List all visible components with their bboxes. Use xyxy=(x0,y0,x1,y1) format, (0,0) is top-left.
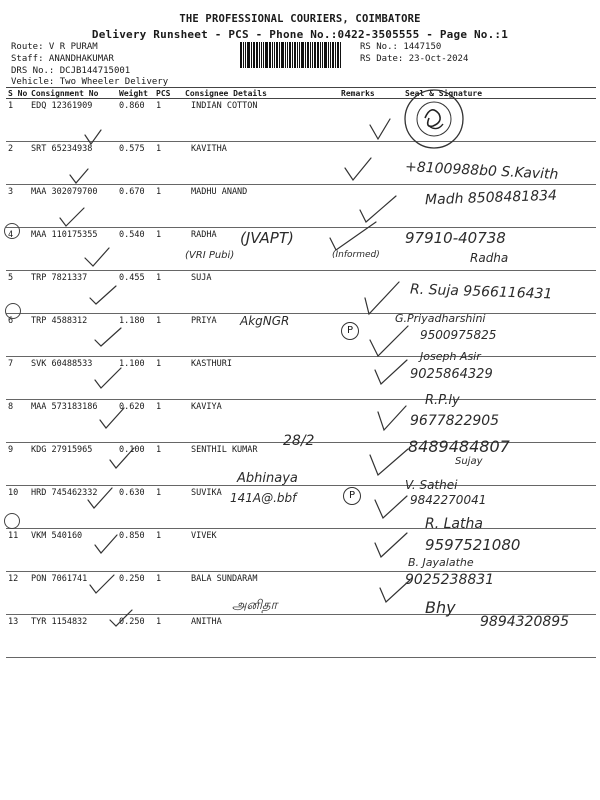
consignment-no-cell: MAA 110175355 xyxy=(29,228,117,271)
signature-row-12: B. Jayalathe xyxy=(408,556,474,569)
consignee-name-cell: KAVIYA xyxy=(183,400,339,443)
signature-row-2: +8100988b0 S.Kavith xyxy=(404,158,559,184)
note-row-13: அனிதா xyxy=(232,598,278,613)
note-row-4b: (VRI Pubi) xyxy=(185,250,235,261)
sno-cell: 2 xyxy=(6,142,29,185)
sno-cell: 6 xyxy=(6,314,29,357)
consignee-name-cell: PRIYA xyxy=(183,314,339,357)
signature-row-9b: Sujay xyxy=(455,456,483,467)
pcs-cell: 1 xyxy=(154,99,183,142)
sno-cell: 10 xyxy=(6,486,29,529)
consignee-name-cell: SUVIKA xyxy=(183,486,339,529)
consignment-no-cell: SRT 65234938 xyxy=(29,142,117,185)
signature-row-13b: 9894320895 xyxy=(480,614,570,630)
pcs-cell: 1 xyxy=(154,486,183,529)
consignment-no-cell: PON 7061741 xyxy=(29,572,117,615)
signature-row-8: R.P.ly xyxy=(425,393,460,408)
vehicle-label: Vehicle: Two Wheeler Delivery xyxy=(11,77,169,87)
col-consignee: Consignee Details xyxy=(183,88,339,99)
consignee-name-cell: SENTHIL KUMAR xyxy=(183,443,339,486)
col-pcs: PCS xyxy=(154,88,183,99)
pcs-cell: 1 xyxy=(154,228,183,271)
p-mark-row-10: P xyxy=(343,487,361,505)
consignee-name-cell: INDIAN COTTON xyxy=(183,99,339,142)
signature-row-10: V. Sathei xyxy=(405,478,458,492)
consignment-no-cell: MAA 573183186 xyxy=(29,400,117,443)
consignee-name-cell: MADHU ANAND xyxy=(183,185,339,228)
signature-row-4b: Radha xyxy=(470,251,509,265)
signature-row-6b: 9500975825 xyxy=(420,328,497,342)
weight-cell: 0.630 xyxy=(117,486,154,529)
weight-cell: 0.455 xyxy=(117,271,154,314)
weight-cell: 1.100 xyxy=(117,357,154,400)
weight-cell: 0.850 xyxy=(117,529,154,572)
consignment-no-cell: TYR 1154832 xyxy=(29,615,117,658)
signature-row-10b: 9842270041 xyxy=(410,493,487,507)
signature-row-8b: 9677822905 xyxy=(410,413,500,429)
weight-cell: 0.860 xyxy=(117,99,154,142)
sno-cell: 12 xyxy=(6,572,29,615)
pcs-cell: 1 xyxy=(154,185,183,228)
sno-cell: 4 xyxy=(6,228,29,271)
signature-row-6: G.Priyadharshini xyxy=(395,312,486,325)
consignee-name-cell: ANITHA xyxy=(183,615,339,658)
signature-row-5: R. Suja 9566116431 xyxy=(409,281,553,303)
pcs-cell: 1 xyxy=(154,400,183,443)
pcs-cell: 1 xyxy=(154,142,183,185)
note-row-6: AkgNGR xyxy=(240,314,290,328)
consignment-no-cell: VKM 540160 xyxy=(29,529,117,572)
rs-number: RS No.: 1447150 xyxy=(360,42,442,52)
drs-number: DRS No.: DCJB144715001 xyxy=(11,66,131,76)
runsheet-subtitle: Delivery Runsheet - PCS - Phone No.:0422-3505555 - Page No.:1 xyxy=(91,28,509,41)
weight-cell: 0.540 xyxy=(117,228,154,271)
rs-date: RS Date: 23-Oct-2024 xyxy=(360,54,469,64)
sno-cell: 8 xyxy=(6,400,29,443)
col-sno: S No xyxy=(8,88,28,98)
signature-row-7: Joseph Asir xyxy=(420,350,481,363)
pcs-cell: 1 xyxy=(154,443,183,486)
consignee-name-cell: SUJA xyxy=(183,271,339,314)
pcs-cell: 1 xyxy=(154,615,183,658)
consignee-name-cell: BALA SUNDARAM xyxy=(183,572,339,615)
consignment-no-cell: EDQ 12361909 xyxy=(29,99,117,142)
col-weight: Weight xyxy=(117,88,154,99)
sno-cell: 7 xyxy=(6,357,29,400)
route-label: Route: V R PURAM xyxy=(11,42,98,52)
consignee-name-cell: KAVITHA xyxy=(183,142,339,185)
remark-row-4: (Informed) xyxy=(332,250,380,260)
sno-cell: 9 xyxy=(6,443,29,486)
weight-cell: 0.670 xyxy=(117,185,154,228)
company-title: THE PROFESSIONAL COURIERS, COIMBATORE xyxy=(179,13,421,25)
col-signature: Seal & Signature xyxy=(381,88,596,99)
pcs-cell: 1 xyxy=(154,572,183,615)
pcs-cell: 1 xyxy=(154,529,183,572)
consignee-name-cell: RADHA xyxy=(183,228,339,271)
note-row-10: Abhinaya xyxy=(237,471,298,486)
signature-row-4: 97910-40738 xyxy=(405,229,506,247)
signature-row-11b: 9597521080 xyxy=(425,536,521,554)
pcs-cell: 1 xyxy=(154,314,183,357)
weight-cell: 0.250 xyxy=(117,615,154,658)
sno-cell: 3 xyxy=(6,185,29,228)
consignment-no-cell: KDG 27915965 xyxy=(29,443,117,486)
sno-cell: 1 xyxy=(6,99,29,142)
staff-label: Staff: ANANDHAKUMAR xyxy=(11,54,114,64)
signature-row-13: Bhy xyxy=(425,598,456,617)
consignee-name-cell: KASTHURI xyxy=(183,357,339,400)
weight-cell: 0.575 xyxy=(117,142,154,185)
signature-row-7b: 9025864329 xyxy=(410,367,493,382)
weight-cell: 0.100 xyxy=(117,443,154,486)
sno-cell: 5 xyxy=(6,271,29,314)
p-mark-row-6: P xyxy=(341,322,359,340)
note-row-9: 28/2 xyxy=(283,433,315,449)
consignment-no-cell: TRP 7821337 xyxy=(29,271,117,314)
consignment-no-cell: TRP 4588312 xyxy=(29,314,117,357)
signature-row-11: R. Latha xyxy=(425,516,483,532)
consignment-no-cell: MAA 302079700 xyxy=(29,185,117,228)
pcs-cell: 1 xyxy=(154,357,183,400)
signature-row-3: Madh 8508481834 xyxy=(424,187,558,209)
sno-cell: 11 xyxy=(6,529,29,572)
note-row-10b: 141A@.bbf xyxy=(230,491,297,505)
weight-cell: 1.180 xyxy=(117,314,154,357)
weight-cell: 0.250 xyxy=(117,572,154,615)
consignee-name-cell: VIVEK xyxy=(183,529,339,572)
note-row-4: (JVAPT) xyxy=(240,229,294,247)
signature-row-12b: 9025238831 xyxy=(405,572,495,588)
consignment-no-cell: HRD 745462332 xyxy=(29,486,117,529)
pcs-cell: 1 xyxy=(154,271,183,314)
signature-row-9: 8489484807 xyxy=(408,437,510,456)
sno-cell: 13 xyxy=(6,615,29,658)
col-consignment: Consignment No xyxy=(29,88,117,99)
consignment-no-cell: SVK 60488533 xyxy=(29,357,117,400)
weight-cell: 0.620 xyxy=(117,400,154,443)
col-remarks: Remarks xyxy=(339,88,381,99)
